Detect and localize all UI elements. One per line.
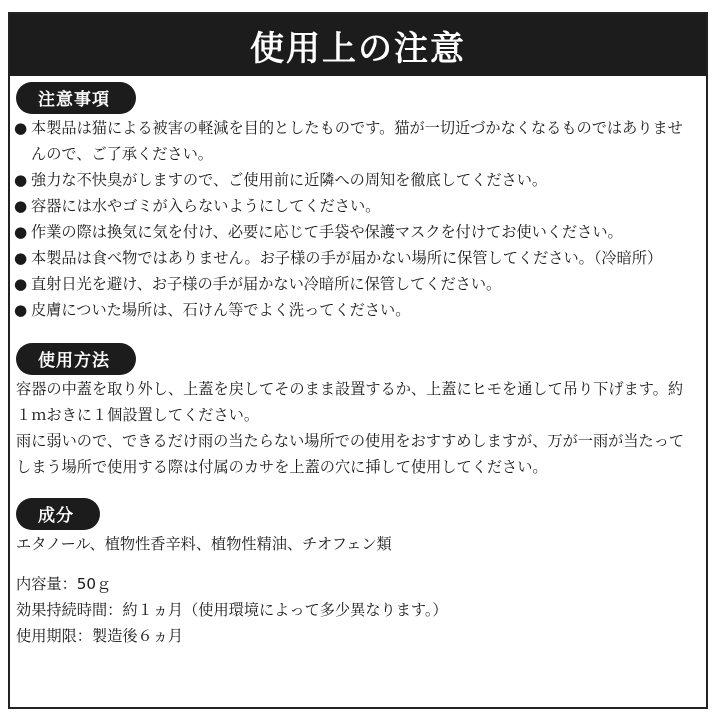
bullet-icon: ● <box>14 223 28 241</box>
note-text: 本製品は猫による被害の軽減を目的としたものです。猫が一切近づかなくなるものではありませんので、ご了承ください。 <box>31 119 683 163</box>
ingredients-components: エタノール、植物性香辛料、植物性精油、チオフェン類 <box>16 535 392 553</box>
notice-frame <box>8 12 708 709</box>
list-item <box>10 297 706 323</box>
usage-paragraph: 雨に弱いので、できるだけ雨の当たらない場所での使用をおすすめしますが、万が一雨が当たってしまう場所で使用する際は付属のカサを上蓋の穴に挿して使用してください。 <box>16 432 685 476</box>
note-text: 皮膚についた場所は、石けん等でよく洗ってください。 <box>31 301 411 319</box>
bullet-icon: ● <box>14 249 28 267</box>
list-item <box>10 115 706 167</box>
note-text: 作業の際は換気に気を付け、必要に応じて手袋や保護マスクを付けてお使いください。 <box>31 223 623 241</box>
section-notes <box>10 82 706 323</box>
section-heading-usage: 使用方法 <box>16 343 136 375</box>
bullet-icon: ● <box>14 275 28 293</box>
usage-paragraph: 容器の中蓋を取り外し、上蓋を戻してそのまま設置するか、上蓋にヒモを通して吊り下げます。約１ｍおきに１個設置してください。 <box>16 380 684 424</box>
page-title: 使用上の注意 <box>10 14 706 76</box>
list-item <box>10 167 706 193</box>
list-item <box>10 219 706 245</box>
section-heading-notes: 注意事項 <box>16 82 136 114</box>
bullet-icon: ● <box>14 119 28 137</box>
section-usage <box>10 343 706 480</box>
list-item <box>10 193 706 219</box>
list-item <box>10 245 706 271</box>
notes-list <box>10 115 706 323</box>
bullet-icon: ● <box>14 301 28 319</box>
note-text: 本製品は食べ物ではありません。お子様の手が届かない場所に保管してください。（冷暗所） <box>31 249 663 267</box>
bullet-icon: ● <box>14 197 28 215</box>
section-ingredients <box>10 498 706 649</box>
note-text: 強力な不快臭がしますので、ご使用前に近隣への周知を徹底してください。 <box>31 171 548 189</box>
ingredients-duration: 効果持続時間：約１ヵ月（使用環境によって多少異なります。） <box>16 601 448 619</box>
ingredients-content-amount: 内容量：50ｇ <box>16 575 112 593</box>
list-item <box>10 271 706 297</box>
note-text: 直射日光を避け、お子様の手が届かない冷暗所に保管してください。 <box>31 275 502 293</box>
bullet-icon: ● <box>14 171 28 189</box>
section-heading-ingredients: 成分 <box>16 498 100 530</box>
note-text: 容器には水やゴミが入らないようにしてください。 <box>31 197 381 215</box>
usage-text <box>10 376 706 480</box>
ingredients-expiry: 使用期限：製造後６ヵ月 <box>16 627 184 645</box>
ingredients-text <box>10 531 706 649</box>
